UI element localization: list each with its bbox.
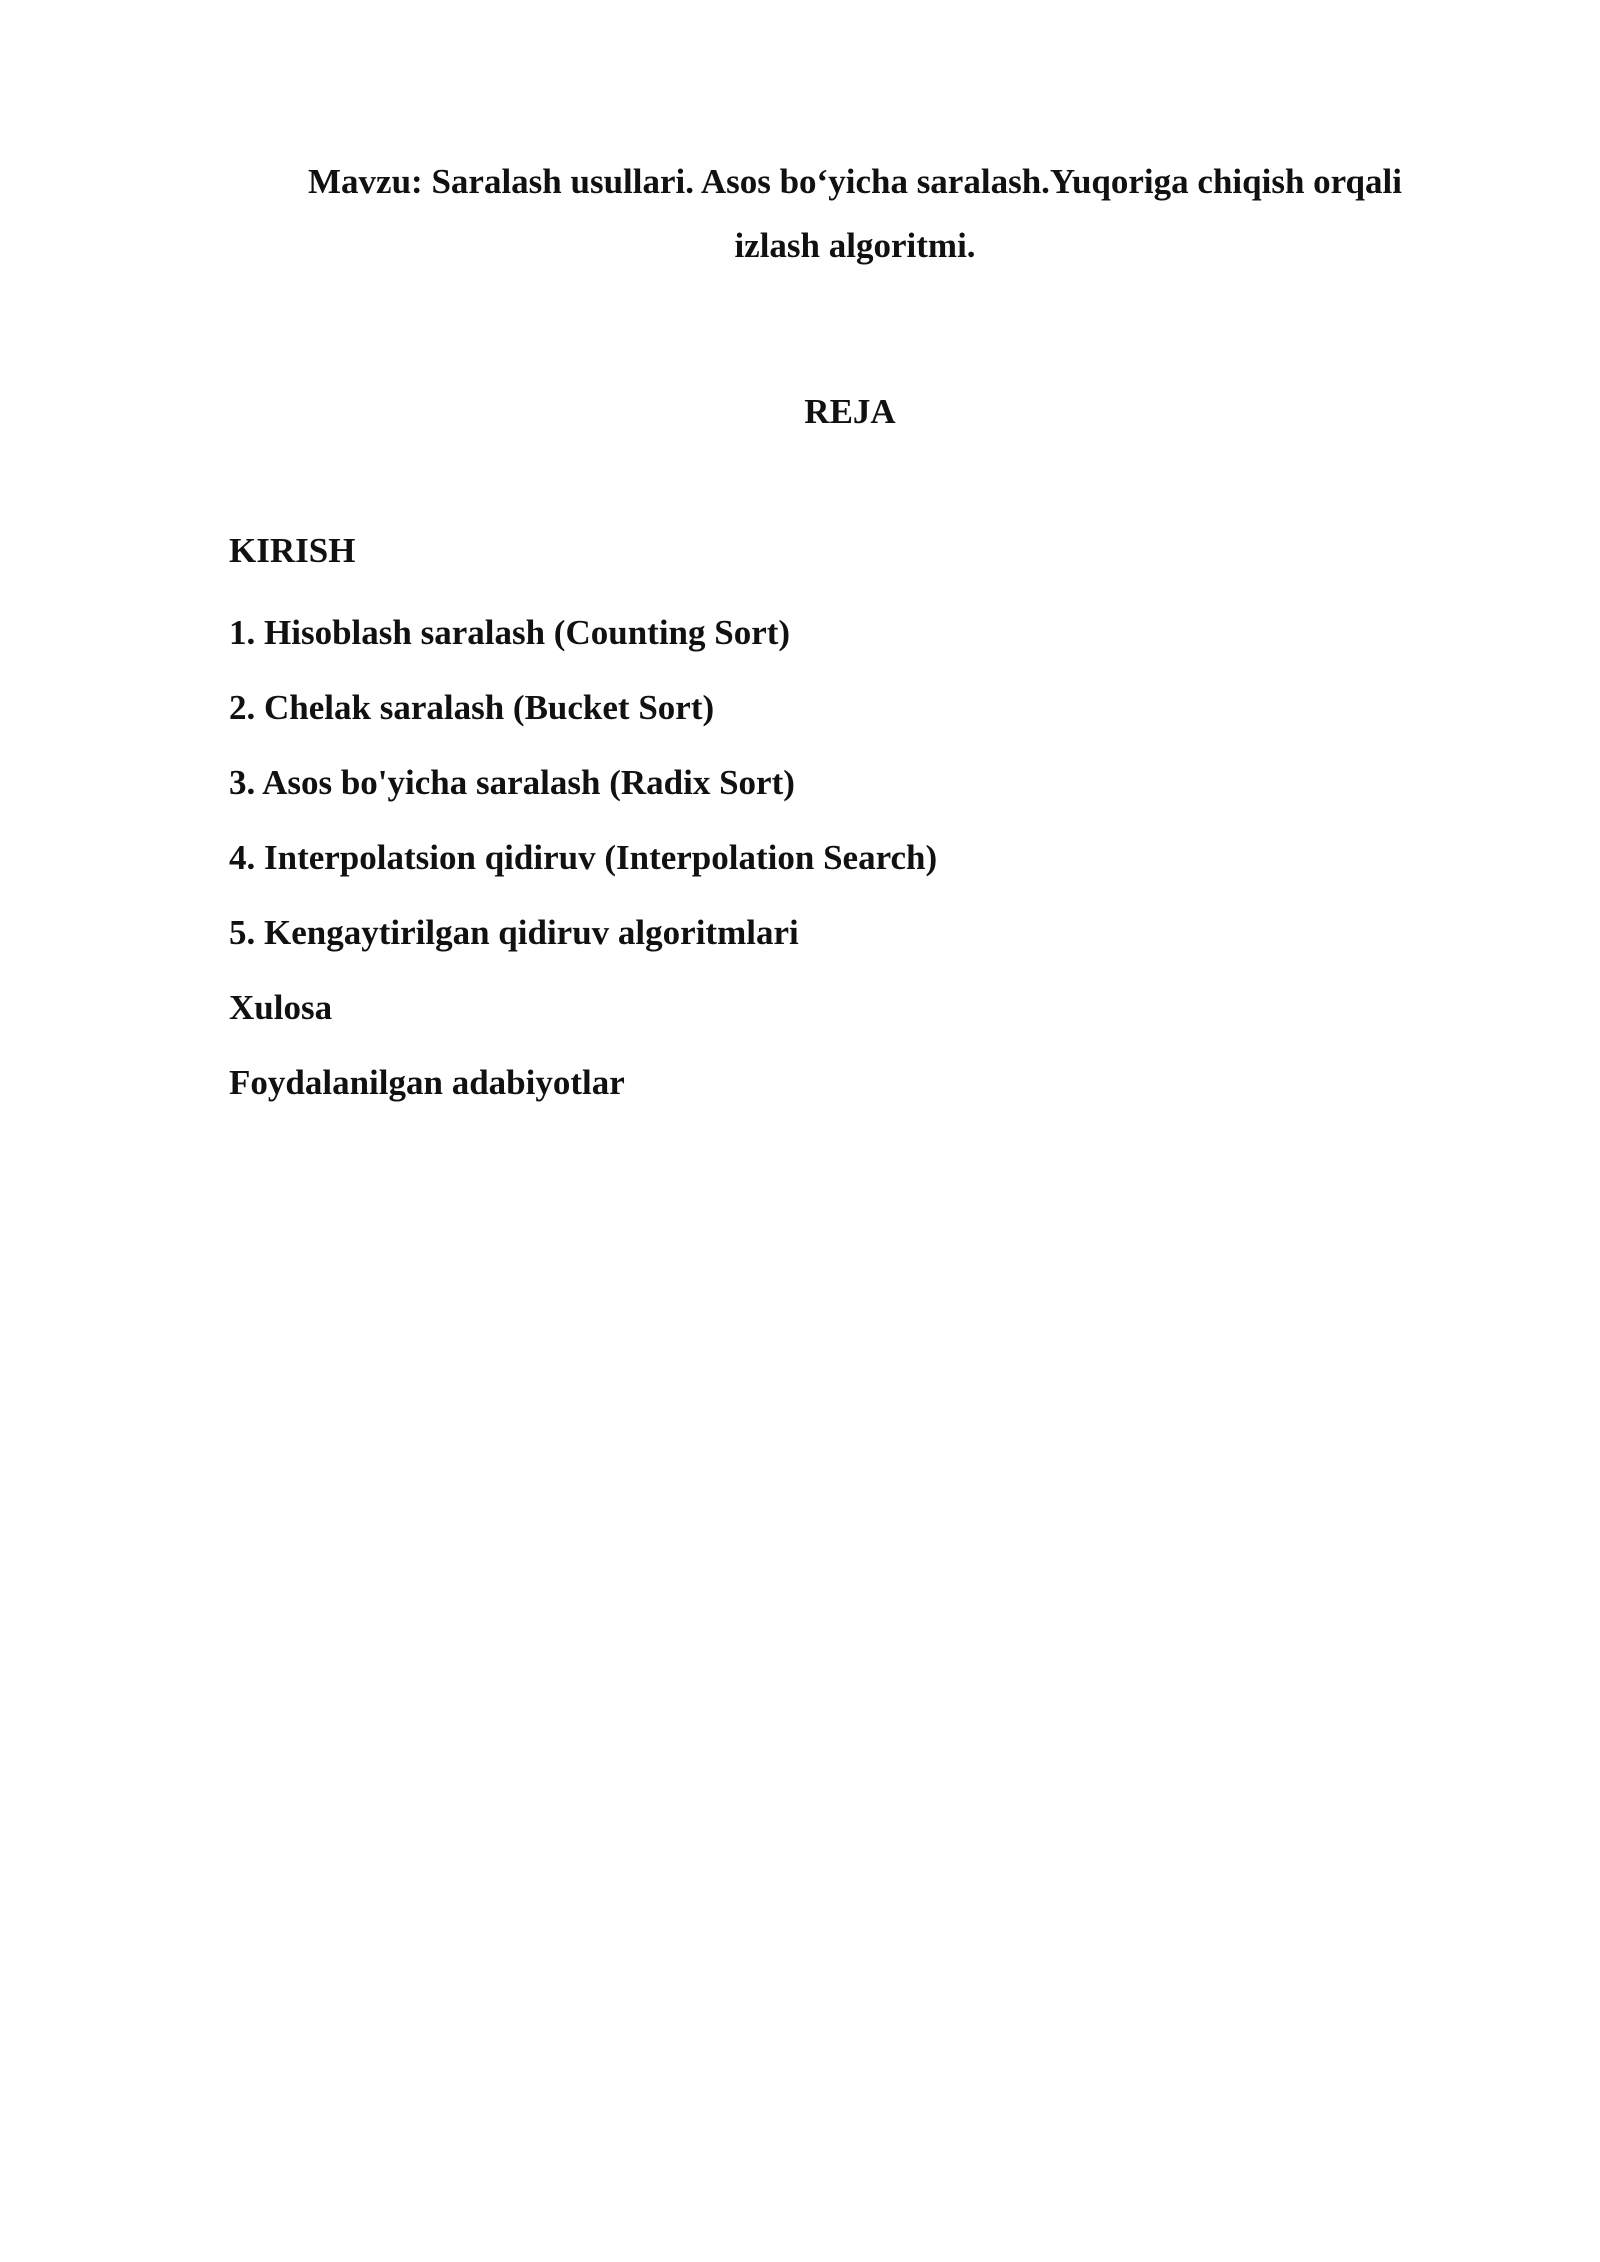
title-line-1: Mavzu: Saralash usullari. Asos bo‘yicha saralash.Yuqoriga chiqish orqali <box>308 162 1402 201</box>
title-line-2: izlash algoritmi. <box>734 226 976 265</box>
outline-item-references: Foydalanilgan adabiyotlar <box>229 1063 625 1102</box>
document-title <box>230 150 1480 278</box>
outline-item-1: 1. Hisoblash saralash (Counting Sort) <box>229 613 791 652</box>
plan-heading: REJA <box>804 392 896 431</box>
outline-item-3: 3. Asos bo'yicha saralash (Radix Sort) <box>229 763 795 802</box>
outline-item-2: 2. Chelak saralash (Bucket Sort) <box>229 688 715 727</box>
outline-item-5: 5. Kengaytirilgan qidiruv algoritmlari <box>229 913 799 952</box>
plan-outline <box>229 525 937 1132</box>
outline-item-conclusion: Xulosa <box>229 988 333 1027</box>
outline-item-4: 4. Interpolatsion qidiruv (Interpolation Search) <box>229 838 938 877</box>
outline-item-intro: KIRISH <box>229 531 356 570</box>
